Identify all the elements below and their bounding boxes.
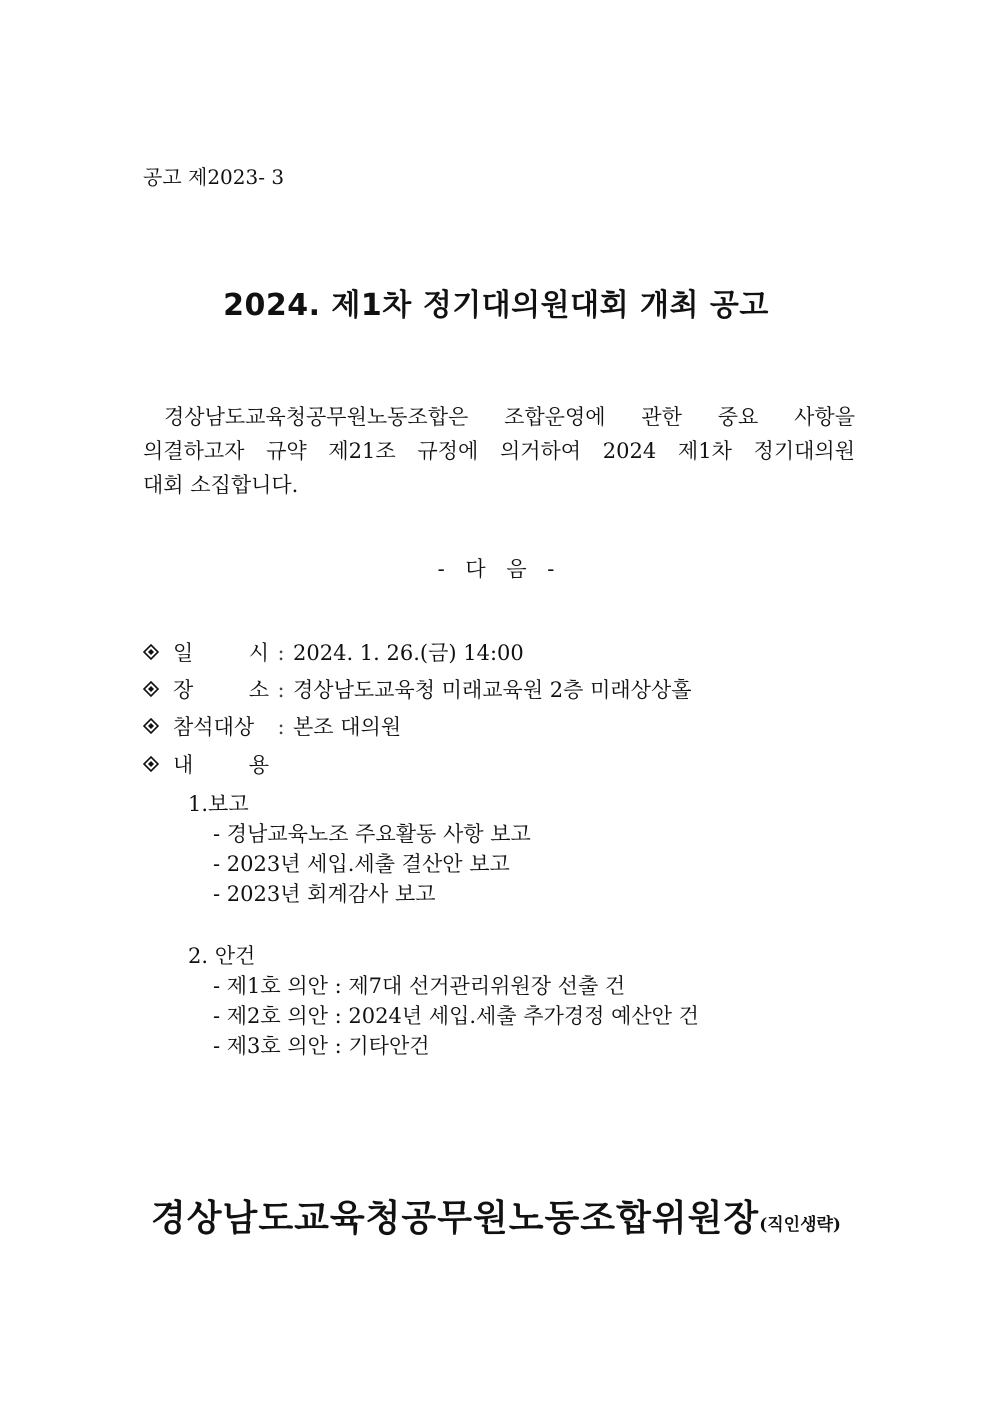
intro-paragraph: [143, 400, 855, 502]
list-item: - 제2호 의안 : 2024년 세입.세출 추가경정 예산안 건: [213, 1004, 699, 1028]
info-row-datetime: [143, 637, 524, 667]
diamond-bullet-icon: [143, 681, 157, 695]
notice-number: 공고 제2023- 3: [143, 165, 285, 189]
intro-line-3: 대회 소집합니다.: [143, 473, 299, 497]
seal-omitted-note: (직인생략): [759, 1215, 841, 1235]
info-separator: :: [277, 641, 285, 665]
union-chair-signature: 경상남도교육청공무원노동조합위원장: [151, 1197, 760, 1239]
info-value: 2024. 1. 26.(금) 14:00: [293, 641, 524, 665]
page-title: 2024. 제1차 정기대의원대회 개최 공고: [223, 288, 769, 323]
signature-block: [0, 1190, 992, 1241]
info-value: 본조 대의원: [293, 715, 402, 739]
list-item: - 2023년 회계감사 보고: [213, 882, 436, 906]
info-label: 장 소: [173, 678, 269, 702]
info-label: 일 시: [173, 641, 269, 665]
agenda-section-title: 2. 안건: [188, 944, 256, 968]
diamond-bullet-icon: [143, 718, 157, 732]
info-label: 참석대상: [173, 715, 255, 739]
intro-line-1: 경상남도교육청공무원노동조합은 조합운영에 관한 중요 사항을: [164, 405, 855, 429]
info-row-attendees: [143, 711, 401, 741]
report-section-title: 1.보고: [188, 792, 249, 816]
info-value: 경상남도교육청 미래교육원 2층 미래상상홀: [293, 678, 692, 702]
list-item: - 2023년 세입.세출 결산안 보고: [213, 852, 510, 876]
info-label: 내 용: [173, 753, 269, 777]
info-separator: :: [277, 715, 285, 739]
info-row-contents: [143, 749, 293, 779]
info-row-location: [143, 674, 692, 704]
intro-line-2: 의결하고자 규약 제21조 규정에 의거하여 2024 제1차 정기대의원: [143, 439, 855, 463]
info-separator: :: [277, 678, 285, 702]
diamond-bullet-icon: [143, 756, 157, 770]
section-separator: - 다 음 -: [437, 557, 555, 581]
diamond-bullet-icon: [143, 644, 157, 658]
list-item: - 제3호 의안 : 기타안건: [213, 1034, 430, 1058]
list-item: - 경남교육노조 주요활동 사항 보고: [213, 822, 531, 846]
list-item: - 제1호 의안 : 제7대 선거관리위원장 선출 건: [213, 974, 626, 998]
